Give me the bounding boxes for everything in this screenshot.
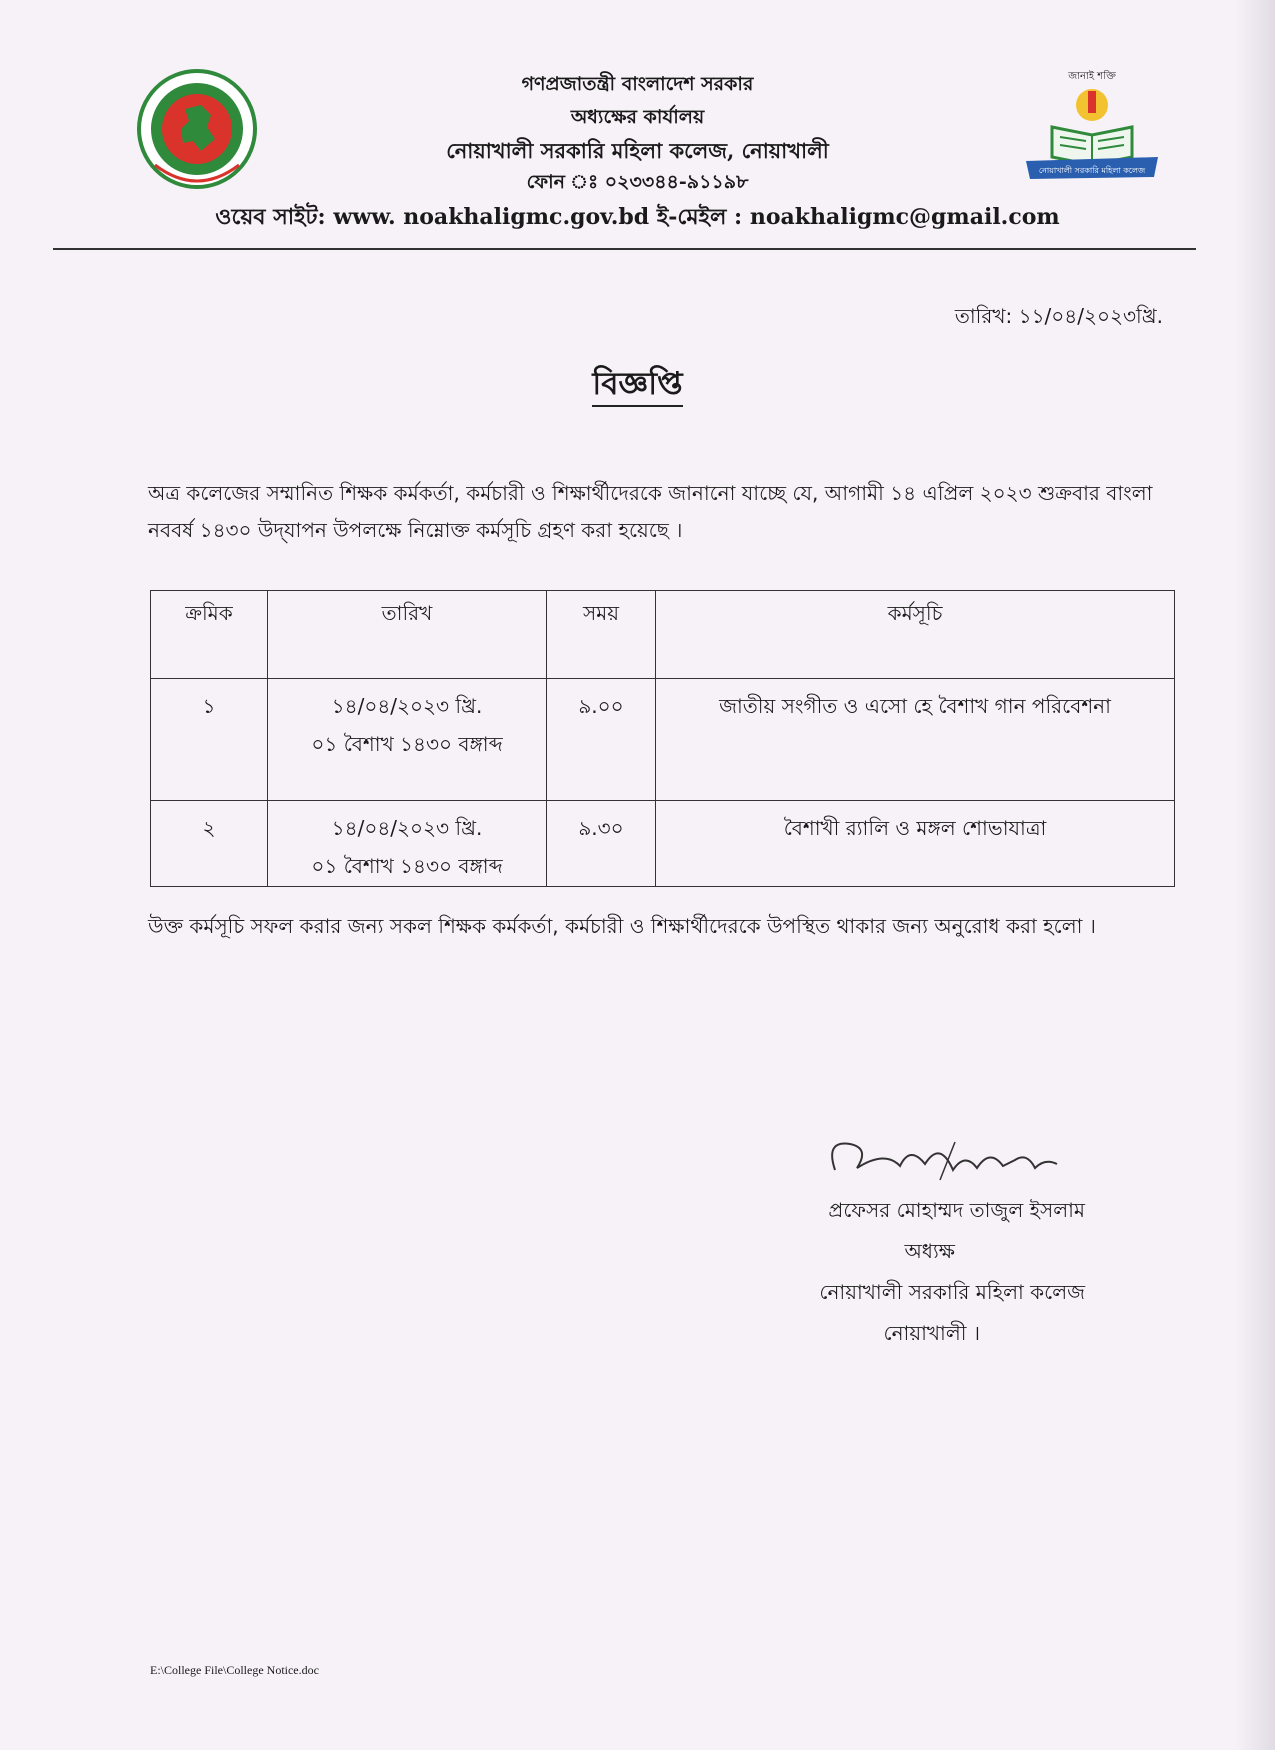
column-header-serial: ক্রমিক [151,591,268,679]
cell-date-bengali: ০১ বৈশাখ ১৪৩০ বঙ্গাব্দ [311,732,503,756]
header-contact [0,200,1275,237]
header-phone: ফোন ঃ ০২৩৩৪৪-৯১১৯৮ [526,171,749,193]
cell-serial: ২ [151,801,268,887]
web-label: ওয়েব সাইট: [215,204,326,230]
file-path: E:\College File\College Notice.doc [150,1663,319,1677]
cell-date [268,801,547,887]
header-divider [53,248,1196,250]
signature-block [819,1190,1085,1354]
website-link[interactable]: www. noakhaligmc.gov.bd [333,204,650,230]
logo-ribbon-text: নোয়াখালী সরকারি মহিলা কলেজ [1038,166,1146,175]
cell-date [268,679,547,801]
table-row [151,679,1175,801]
table-header-row [151,591,1175,679]
notice-date: তারিখ: ১১/০৪/২০২৩খ্রি. [954,304,1163,328]
column-header-program: কর্মসূচি [656,591,1175,679]
signatory-name: প্রফেসর মোহাম্মদ তাজুল ইসলাম [828,1198,1085,1222]
column-header-time: সময় [547,591,656,679]
notice-title-text: বিজ্ঞপ্তি [592,366,682,407]
cell-date-bengali: ০১ বৈশাখ ১৪৩০ বঙ্গাব্দ [311,854,503,878]
header-college: নোয়াখালী সরকারি মহিলা কলেজ, নোয়াখালী [446,138,829,163]
signature-icon [685,1130,1085,1190]
signatory-place: নোয়াখালী । [883,1321,980,1345]
cell-date-gregorian: ১৪/০৪/২০২৩ খ্রি. [331,694,483,718]
notice-title [0,360,1275,412]
program-table [150,590,1175,887]
logo-top-text: জানাই শক্তি [1068,71,1116,82]
email-link[interactable]: noakhaligmc@gmail.com [749,204,1060,230]
cell-time: ৯.৩০ [547,801,656,887]
signatory-designation: অধ্যক্ষ [904,1239,955,1263]
column-header-date: তারিখ [268,591,547,679]
notice-closing: উক্ত কর্মসূচি সফল করার জন্য সকল শিক্ষক কর্মকর্তা, কর্মচারী ও শিক্ষার্থীদেরকে উপস্থিত থাকার জন্য অনুরোধ করা হলো । [148,914,1096,938]
cell-date-gregorian: ১৪/০৪/২০২৩ খ্রি. [331,816,483,840]
header-government: গণপ্রজাতন্ত্রী বাংলাদেশ সরকার [521,73,754,95]
notice-intro: অত্র কলেজের সম্মানিত শিক্ষক কর্মকর্তা, কর্মচারী ও শিক্ষার্থীদেরকে জানানো যাচ্ছে যে, আগামী ১৪ এপ্রিল ২০২৩ শুক্রবার বাংলা নববর্ষ ১৪৩০ উদ্‌যাপন উপলক্ষে নিম্নোক্ত কর্মসূচি গ্রহণ করা হয়েছে । [148,481,1153,542]
cell-serial: ১ [151,679,268,801]
scan-edge-shade [1235,0,1275,1750]
cell-time: ৯.০০ [547,679,656,801]
signatory-institution: নোয়াখালী সরকারি মহিলা কলেজ [819,1280,1085,1304]
cell-program: বৈশাখী র‍্যালি ও মঙ্গল শোভাযাত্রা [656,801,1175,887]
header-office: অধ্যক্ষের কার্যালয় [570,106,705,128]
table-row [151,801,1175,887]
cell-program: জাতীয় সংগীত ও এসো হে বৈশাখ গান পরিবেশনা [656,679,1175,801]
email-label: ই-মেইল : [656,204,743,230]
